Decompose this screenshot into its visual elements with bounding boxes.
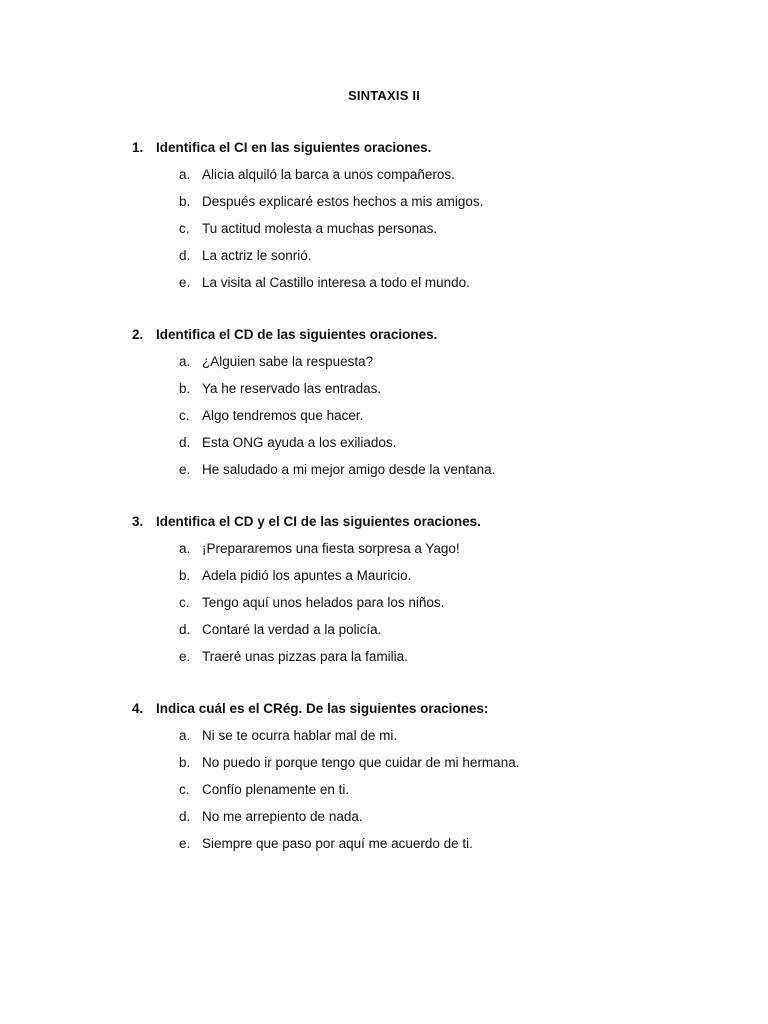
item-text: Después explicaré estos hechos a mis amigos.: [202, 193, 484, 209]
question-3: [132, 514, 732, 676]
item-text: Siempre que paso por aquí me acuerdo de ti.: [202, 835, 473, 851]
list-item: [179, 755, 732, 782]
item-letter: a.: [179, 540, 191, 556]
item-letter: d.: [179, 434, 191, 450]
list-item: [179, 541, 732, 568]
list-item: [179, 782, 732, 809]
item-text: No me arrepiento de nada.: [202, 808, 363, 824]
question-1: [132, 140, 732, 302]
item-letter: e.: [179, 274, 191, 290]
list-item: [179, 595, 732, 622]
item-text: Tengo aquí unos helados para los niños.: [202, 594, 445, 610]
question-number: 3.: [132, 514, 144, 529]
question-heading: [132, 327, 732, 345]
item-letter: d.: [179, 621, 191, 637]
question-text: Identifica el CI en las siguientes oraciones.: [156, 140, 432, 155]
item-letter: e.: [179, 461, 191, 477]
item-text: Contaré la verdad a la policía.: [202, 621, 382, 637]
item-letter: c.: [179, 407, 190, 423]
question-4: [132, 701, 732, 863]
question-heading: [132, 140, 732, 158]
item-text: Esta ONG ayuda a los exiliados.: [202, 434, 397, 450]
item-text: No puedo ir porque tengo que cuidar de mi hermana.: [202, 754, 520, 770]
list-item: [179, 275, 732, 302]
item-letter: d.: [179, 247, 191, 263]
list-item: [179, 221, 732, 248]
item-letter: c.: [179, 594, 190, 610]
list-item: [179, 381, 732, 408]
item-text: La visita al Castillo interesa a todo el mundo.: [202, 274, 470, 290]
item-letter: a.: [179, 353, 191, 369]
list-item: [179, 836, 732, 863]
list-item: [179, 622, 732, 649]
list-item: [179, 194, 732, 221]
list-item: [179, 809, 732, 836]
sentence-list: [132, 541, 732, 676]
list-item: [179, 354, 732, 381]
item-text: Ya he reservado las entradas.: [202, 380, 382, 396]
item-text: La actriz le sonrió.: [202, 247, 312, 263]
question-text: Identifica el CD y el CI de las siguientes oraciones.: [156, 514, 481, 529]
item-text: Alicia alquiló la barca a unos compañeros.: [202, 166, 455, 182]
item-letter: b.: [179, 754, 191, 770]
item-letter: a.: [179, 727, 191, 743]
item-letter: b.: [179, 380, 191, 396]
item-letter: d.: [179, 808, 191, 824]
item-letter: c.: [179, 220, 190, 236]
question-number: 1.: [132, 140, 144, 155]
item-text: He saludado a mi mejor amigo desde la ventana.: [202, 461, 496, 477]
question-text: Identifica el CD de las siguientes oraciones.: [156, 327, 438, 342]
question-2: [132, 327, 732, 489]
item-text: Algo tendremos que hacer.: [202, 407, 364, 423]
item-letter: e.: [179, 648, 191, 664]
item-letter: e.: [179, 835, 191, 851]
item-letter: c.: [179, 781, 190, 797]
list-item: [179, 728, 732, 755]
sentence-list: [132, 728, 732, 863]
question-heading: [132, 514, 732, 532]
list-item: [179, 462, 732, 489]
list-item: [179, 248, 732, 275]
item-text: ¿Alguien sabe la respuesta?: [202, 353, 374, 369]
item-letter: b.: [179, 567, 191, 583]
item-text: Confío plenamente en ti.: [202, 781, 350, 797]
question-number: 2.: [132, 327, 144, 342]
list-item: [179, 568, 732, 595]
item-letter: b.: [179, 193, 191, 209]
item-text: ¡Prepararemos una fiesta sorpresa a Yago!: [202, 540, 460, 556]
sentence-list: [132, 354, 732, 489]
item-text: Ni se te ocurra hablar mal de mi.: [202, 727, 398, 743]
item-text: Tu actitud molesta a muchas personas.: [202, 220, 438, 236]
page-title: SINTAXIS II: [347, 88, 421, 103]
list-item: [179, 435, 732, 462]
question-number: 4.: [132, 701, 144, 716]
item-text: Adela pidió los apuntes a Mauricio.: [202, 567, 412, 583]
list-item: [179, 408, 732, 435]
list-item: [179, 167, 732, 194]
item-text: Traeré unas pizzas para la familia.: [202, 648, 408, 664]
item-letter: a.: [179, 166, 191, 182]
list-item: [179, 649, 732, 676]
sentence-list: [132, 167, 732, 302]
question-text: Indica cuál es el CRég. De las siguientes oraciones:: [156, 701, 489, 716]
question-heading: [132, 701, 732, 719]
